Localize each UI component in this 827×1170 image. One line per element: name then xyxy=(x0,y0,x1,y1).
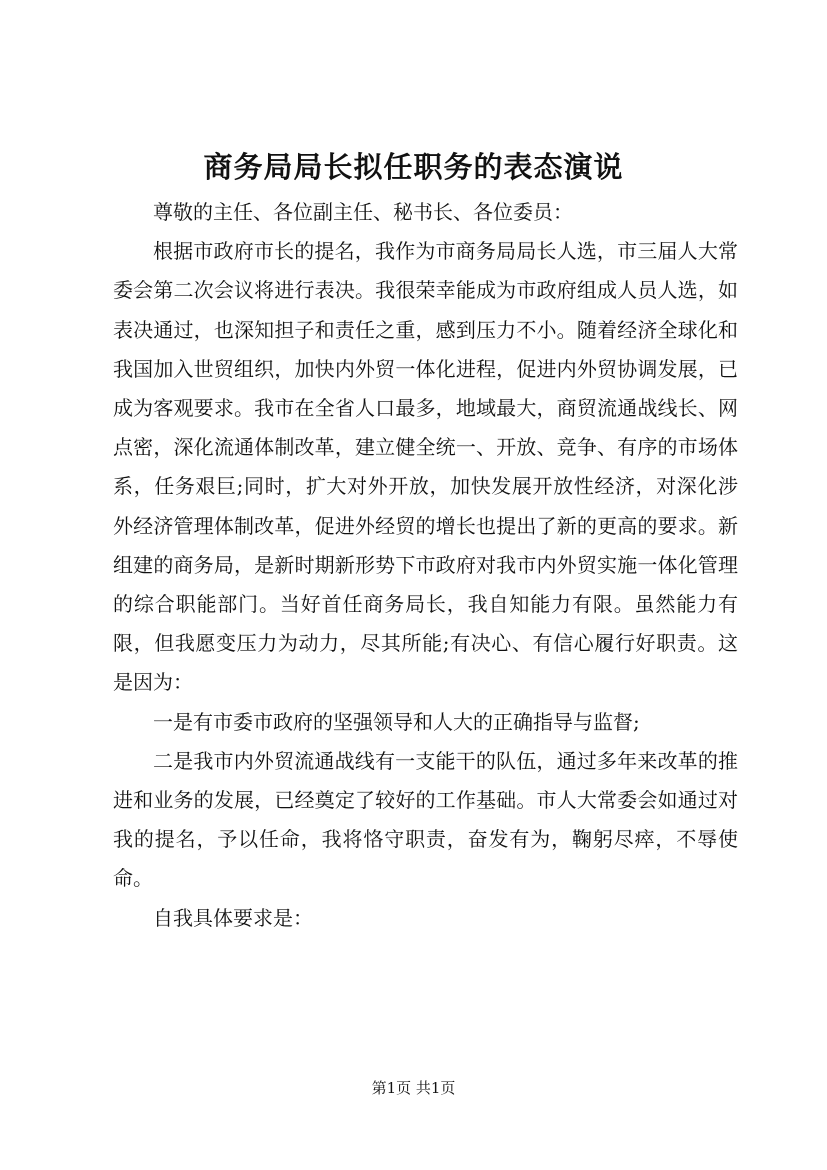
document-body xyxy=(113,193,738,938)
paragraph-reason-2: 二是我市内外贸流通战线有一支能干的队伍，通过多年来改革的推进和业务的发展，已经奠定了较好的工作基础。市人大常委会如通过对我的提名，予以任命，我将恪守职责，奋发有为，鞠躬尽瘁，不辱使命。 xyxy=(113,748,738,891)
paragraph-salutation: 尊敬的主任、各位副主任、秘书长、各位委员： xyxy=(153,200,573,224)
page-number: 第1页 共1页 xyxy=(371,1079,456,1097)
paragraph-requirements: 自我具体要求是： xyxy=(153,905,313,930)
paragraph-reason-1: 一是有市委市政府的坚强领导和人大的正确指导与监督; xyxy=(153,709,640,734)
page-title: 商务局局长拟任职务的表态演说 xyxy=(203,150,624,184)
paragraph-main: 根据市政府市长的提名，我作为市商务局局长人选，市三届人大常委会第二次会议将进行表决。我很荣幸能成为市政府组成人员人选，如表决通过，也深知担子和责任之重，感到压力不小。随着经济全球化和我国加入世贸组织，加快内外贸一体化进程，促进内外贸协调发展，已成为客观要求。我市在全省人口最多，地域最大，商贸流通战线长、网点密，深化流通体制改革，建立健全统一、开放、竞争、有序的市场体系，任务艰巨;同时，扩大对外开放，加快发展开放性经济，对深化涉外经济管理体制改革，促进外经贸的增长也提出了新的更高的要求。新组建的商务局，是新时期新形势下市政府对我市内外贸实施一体化管理的综合职能部门。当好首任商务局长，我自知能力有限。虽然能力有限，但我愿变压力为动力，尽其所能;有决心、有信心履行好职责。这是因为： xyxy=(113,239,738,695)
